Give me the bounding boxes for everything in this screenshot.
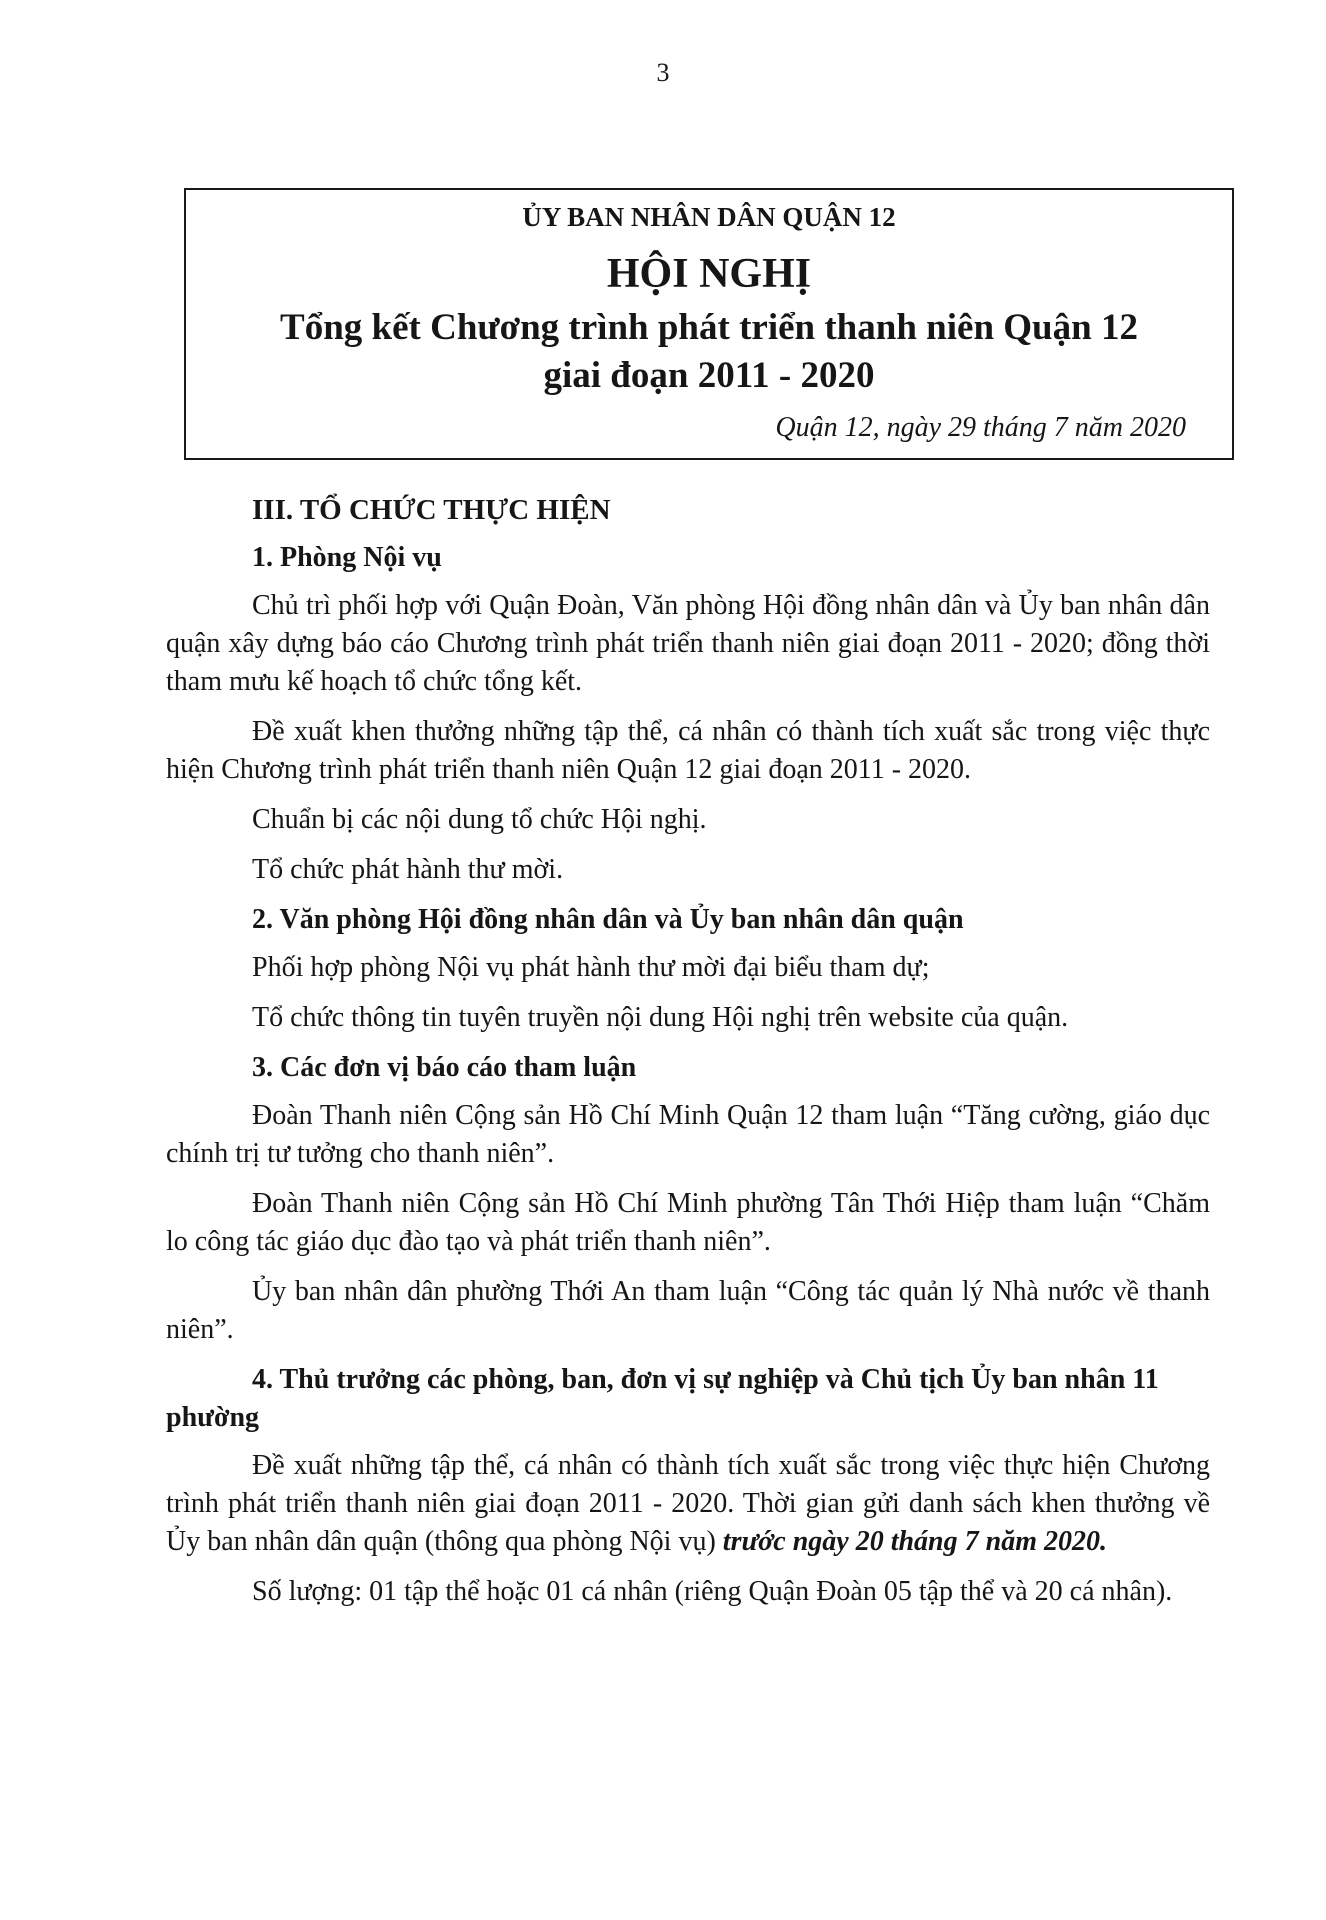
subsection-2-paragraph-1: Phối hợp phòng Nội vụ phát hành thư mời đại biểu tham dự;: [252, 952, 930, 983]
subsection-2-paragraph-2: Tổ chức thông tin tuyên truyền nội dung Hội nghị trên website của quận.: [252, 1002, 1069, 1033]
conference-title: HỘI NGHỊ: [606, 251, 812, 297]
conference-date: Quận 12, ngày 29 tháng 7 năm 2020: [775, 412, 1186, 443]
page-number: 3: [656, 58, 670, 87]
conference-subtitle-line1: Tổng kết Chương trình phát triển thanh niên Quận 12: [280, 307, 1138, 348]
deadline-instruction-text: Đề xuất những tập thể, cá nhân có thành tích xuất sắc trong việc thực hiện Chương trình phát triển thanh niên giai đoạn 2011 - 2020. Thời gian gửi danh sách khen thưởng về Ủy ban nhân dân quận (thông qua phòng Nội vụ): [166, 1450, 1210, 1557]
subsection-2-heading: 2. Văn phòng Hội đồng nhân dân và Ủy ban nhân dân quận: [252, 904, 964, 935]
subsection-1-heading: 1. Phòng Nội vụ: [252, 542, 442, 573]
subsection-1-paragraph-1: Chủ trì phối hợp với Quận Đoàn, Văn phòng Hội đồng nhân dân và Ủy ban nhân dân quận xây dựng báo cáo Chương trình phát triển thanh niên giai đoạn 2011 - 2020; đồng thời tham mưu kế hoạch tổ chức tổng kết.: [166, 590, 1210, 697]
subsection-3-paragraph-1: Đoàn Thanh niên Cộng sản Hồ Chí Minh Quận 12 tham luận “Tăng cường, giáo dục chính trị tư tưởng cho thanh niên”.: [166, 1100, 1210, 1169]
deadline-date-emphasis: trước ngày 20 tháng 7 năm 2020.: [722, 1526, 1107, 1557]
conference-header-box: [184, 188, 1234, 460]
conference-subtitle-line2: giai đoạn 2011 - 2020: [543, 355, 875, 396]
subsection-3-paragraph-3: Ủy ban nhân dân phường Thới An tham luận “Công tác quản lý Nhà nước về thanh niên”.: [166, 1276, 1210, 1345]
section-title: III. TỔ CHỨC THỰC HIỆN: [252, 494, 611, 526]
subsection-4-heading: 4. Thủ trưởng các phòng, ban, đơn vị sự nghiệp và Chủ tịch Ủy ban nhân 11 phường: [166, 1364, 1159, 1433]
subsection-1-paragraph-3: Chuẩn bị các nội dung tổ chức Hội nghị.: [252, 804, 707, 835]
subsection-3-heading: 3. Các đơn vị báo cáo tham luận: [252, 1052, 637, 1083]
subsection-1-paragraph-4: Tổ chức phát hành thư mời.: [252, 854, 564, 885]
subsection-4-paragraph-1: [166, 1447, 1210, 1561]
subsection-1-paragraph-2: Đề xuất khen thưởng những tập thể, cá nhân có thành tích xuất sắc trong việc thực hiện Chương trình phát triển thanh niên Quận 12 giai đoạn 2011 - 2020.: [166, 716, 1210, 785]
subsection-4-paragraph-2: Số lượng: 01 tập thể hoặc 01 cá nhân (riêng Quận Đoàn 05 tập thể và 20 cá nhân).: [252, 1576, 1173, 1607]
document-body: [166, 494, 1210, 1611]
subsection-3-paragraph-2: Đoàn Thanh niên Cộng sản Hồ Chí Minh phường Tân Thới Hiệp tham luận “Chăm lo công tác giáo dục đào tạo và phát triển thanh niên”.: [166, 1188, 1210, 1257]
organization-name: ỦY BAN NHÂN DÂN QUẬN 12: [522, 202, 896, 232]
